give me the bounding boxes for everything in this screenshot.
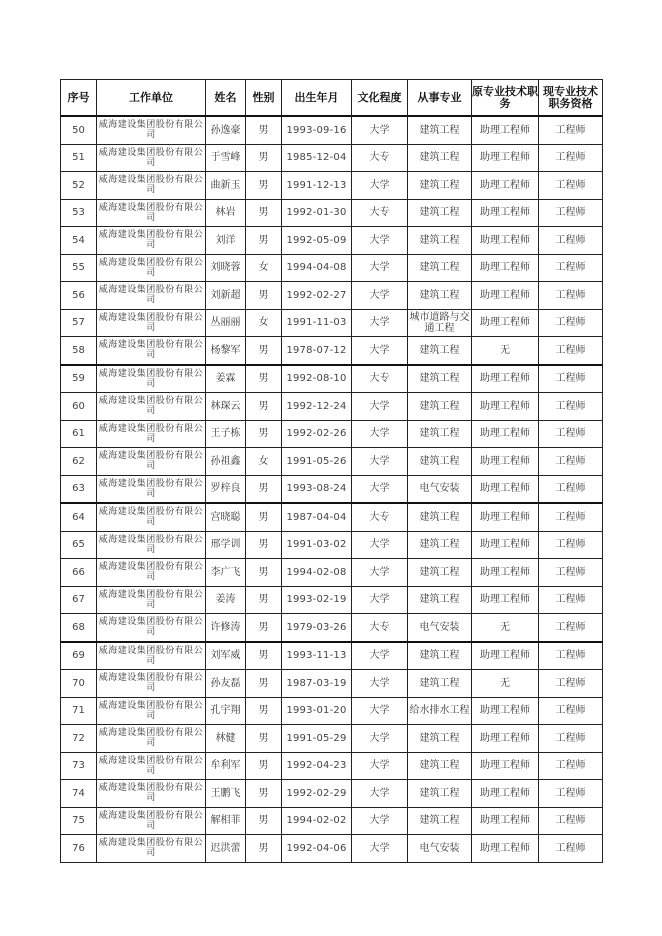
gender-cell: 男 [246,227,282,255]
gender-cell: 男 [246,697,282,725]
education-cell: 大学 [352,642,408,670]
header-original-title: 原专业技术职务 [472,80,539,117]
name-cell: 孔宇翔 [206,697,246,725]
table-body [61,116,603,862]
seq-cell: 76 [61,835,97,863]
unit-cell: 威海建设集团股份有限公司 [97,642,206,670]
original-title-cell: 助理工程师 [472,309,539,337]
seq-cell: 60 [61,393,97,421]
name-cell: 刘洋 [206,227,246,255]
name-cell: 李广飞 [206,559,246,587]
specialty-cell: 建筑工程 [408,807,472,835]
gender-cell: 男 [246,144,282,172]
header-gender: 性别 [246,80,282,117]
gender-cell: 男 [246,116,282,144]
birth-cell: 1993-02-19 [282,586,352,614]
birth-cell: 1987-04-04 [282,503,352,531]
education-cell: 大学 [352,725,408,753]
gender-cell: 男 [246,614,282,642]
gender-cell: 男 [246,642,282,670]
specialty-cell: 建筑工程 [408,116,472,144]
header-birth: 出生年月 [282,80,352,117]
specialty-cell: 建筑工程 [408,199,472,227]
unit-cell: 威海建设集团股份有限公司 [97,116,206,144]
original-title-cell: 助理工程师 [472,420,539,448]
education-cell: 大学 [352,282,408,310]
header-unit: 工作单位 [97,80,206,117]
specialty-cell: 建筑工程 [408,752,472,780]
birth-cell: 1993-11-13 [282,642,352,670]
header-name: 姓名 [206,80,246,117]
name-cell: 曲新玉 [206,172,246,200]
education-cell: 大专 [352,144,408,172]
gender-cell: 男 [246,365,282,393]
seq-cell: 54 [61,227,97,255]
current-title-cell: 工程师 [539,282,603,310]
unit-cell: 威海建设集团股份有限公司 [97,559,206,587]
seq-cell: 53 [61,199,97,227]
education-cell: 大学 [352,309,408,337]
specialty-cell: 城市道路与交通工程 [408,309,472,337]
specialty-cell: 电气安装 [408,614,472,642]
current-title-cell: 工程师 [539,254,603,282]
specialty-cell: 建筑工程 [408,670,472,698]
birth-cell: 1994-02-08 [282,559,352,587]
unit-cell: 威海建设集团股份有限公司 [97,835,206,863]
name-cell: 王子栋 [206,420,246,448]
seq-cell: 72 [61,725,97,753]
current-title-cell: 工程师 [539,670,603,698]
original-title-cell: 助理工程师 [472,282,539,310]
gender-cell: 男 [246,475,282,503]
unit-cell: 威海建设集团股份有限公司 [97,586,206,614]
original-title-cell: 助理工程师 [472,199,539,227]
name-cell: 刘晓蓉 [206,254,246,282]
specialty-cell: 建筑工程 [408,531,472,559]
table-row [61,448,603,476]
unit-cell: 威海建设集团股份有限公司 [97,144,206,172]
name-cell: 邢学训 [206,531,246,559]
education-cell: 大专 [352,503,408,531]
birth-cell: 1991-05-29 [282,725,352,753]
specialty-cell: 给水排水工程 [408,697,472,725]
gender-cell: 男 [246,503,282,531]
table-row [61,503,603,531]
name-cell: 宫晓聪 [206,503,246,531]
header-current-title: 现专业技术职务资格 [539,80,603,117]
name-cell: 许修涛 [206,614,246,642]
unit-cell: 威海建设集团股份有限公司 [97,199,206,227]
gender-cell: 男 [246,780,282,808]
current-title-cell: 工程师 [539,420,603,448]
birth-cell: 1991-05-26 [282,448,352,476]
education-cell: 大学 [352,475,408,503]
table-row [61,309,603,337]
unit-cell: 威海建设集团股份有限公司 [97,752,206,780]
unit-cell: 威海建设集团股份有限公司 [97,670,206,698]
unit-cell: 威海建设集团股份有限公司 [97,448,206,476]
seq-cell: 56 [61,282,97,310]
table-row [61,172,603,200]
table-row [61,559,603,587]
education-cell: 大学 [352,337,408,365]
education-cell: 大学 [352,254,408,282]
specialty-cell: 建筑工程 [408,586,472,614]
current-title-cell: 工程师 [539,144,603,172]
gender-cell: 男 [246,752,282,780]
education-cell: 大学 [352,420,408,448]
seq-cell: 62 [61,448,97,476]
original-title-cell: 助理工程师 [472,393,539,421]
name-cell: 罗梓良 [206,475,246,503]
name-cell: 解相菲 [206,807,246,835]
original-title-cell: 助理工程师 [472,448,539,476]
education-cell: 大专 [352,199,408,227]
current-title-cell: 工程师 [539,559,603,587]
education-cell: 大学 [352,780,408,808]
birth-cell: 1993-01-20 [282,697,352,725]
birth-cell: 1991-11-03 [282,309,352,337]
original-title-cell: 助理工程师 [472,559,539,587]
original-title-cell: 助理工程师 [472,116,539,144]
current-title-cell: 工程师 [539,309,603,337]
gender-cell: 女 [246,254,282,282]
original-title-cell: 助理工程师 [472,697,539,725]
name-cell: 杨黎军 [206,337,246,365]
gender-cell: 女 [246,309,282,337]
birth-cell: 1978-07-12 [282,337,352,365]
name-cell: 林健 [206,725,246,753]
gender-cell: 女 [246,448,282,476]
original-title-cell: 助理工程师 [472,365,539,393]
original-title-cell: 助理工程师 [472,144,539,172]
seq-cell: 70 [61,670,97,698]
table-row [61,365,603,393]
unit-cell: 威海建设集团股份有限公司 [97,420,206,448]
seq-cell: 55 [61,254,97,282]
gender-cell: 男 [246,807,282,835]
seq-cell: 63 [61,475,97,503]
education-cell: 大专 [352,614,408,642]
gender-cell: 男 [246,337,282,365]
seq-cell: 64 [61,503,97,531]
birth-cell: 1992-08-10 [282,365,352,393]
table-header-row [61,80,603,117]
unit-cell: 威海建设集团股份有限公司 [97,254,206,282]
name-cell: 孙逸豪 [206,116,246,144]
birth-cell: 1992-12-24 [282,393,352,421]
original-title-cell: 无 [472,337,539,365]
specialty-cell: 电气安装 [408,835,472,863]
current-title-cell: 工程师 [539,752,603,780]
unit-cell: 威海建设集团股份有限公司 [97,365,206,393]
gender-cell: 男 [246,172,282,200]
original-title-cell: 助理工程师 [472,725,539,753]
name-cell: 姜涛 [206,586,246,614]
original-title-cell: 无 [472,614,539,642]
table-row [61,531,603,559]
unit-cell: 威海建设集团股份有限公司 [97,503,206,531]
specialty-cell: 建筑工程 [408,725,472,753]
original-title-cell: 助理工程师 [472,254,539,282]
current-title-cell: 工程师 [539,448,603,476]
birth-cell: 1979-03-26 [282,614,352,642]
name-cell: 刘军威 [206,642,246,670]
gender-cell: 男 [246,725,282,753]
table-row [61,475,603,503]
gender-cell: 男 [246,282,282,310]
current-title-cell: 工程师 [539,725,603,753]
birth-cell: 1992-02-26 [282,420,352,448]
name-cell: 林琛云 [206,393,246,421]
table-row [61,725,603,753]
current-title-cell: 工程师 [539,199,603,227]
specialty-cell: 建筑工程 [408,254,472,282]
original-title-cell: 助理工程师 [472,227,539,255]
specialty-cell: 建筑工程 [408,282,472,310]
table-row [61,227,603,255]
unit-cell: 威海建设集团股份有限公司 [97,393,206,421]
unit-cell: 威海建设集团股份有限公司 [97,337,206,365]
specialty-cell: 电气安装 [408,475,472,503]
table-row [61,420,603,448]
seq-cell: 71 [61,697,97,725]
table-row [61,393,603,421]
current-title-cell: 工程师 [539,172,603,200]
table-row [61,337,603,365]
education-cell: 大学 [352,835,408,863]
name-cell: 刘新超 [206,282,246,310]
specialty-cell: 建筑工程 [408,365,472,393]
seq-cell: 50 [61,116,97,144]
current-title-cell: 工程师 [539,835,603,863]
current-title-cell: 工程师 [539,807,603,835]
seq-cell: 67 [61,586,97,614]
table-row [61,116,603,144]
unit-cell: 威海建设集团股份有限公司 [97,780,206,808]
name-cell: 姜霖 [206,365,246,393]
table-row [61,282,603,310]
seq-cell: 68 [61,614,97,642]
seq-cell: 57 [61,309,97,337]
original-title-cell: 助理工程师 [472,642,539,670]
unit-cell: 威海建设集团股份有限公司 [97,309,206,337]
specialty-cell: 建筑工程 [408,227,472,255]
current-title-cell: 工程师 [539,503,603,531]
seq-cell: 74 [61,780,97,808]
birth-cell: 1993-08-24 [282,475,352,503]
birth-cell: 1991-12-13 [282,172,352,200]
current-title-cell: 工程师 [539,697,603,725]
specialty-cell: 建筑工程 [408,393,472,421]
current-title-cell: 工程师 [539,393,603,421]
name-cell: 牟利军 [206,752,246,780]
unit-cell: 威海建设集团股份有限公司 [97,697,206,725]
unit-cell: 威海建设集团股份有限公司 [97,475,206,503]
gender-cell: 男 [246,835,282,863]
gender-cell: 男 [246,420,282,448]
table-row [61,614,603,642]
name-cell: 于雪峰 [206,144,246,172]
education-cell: 大学 [352,531,408,559]
gender-cell: 男 [246,531,282,559]
education-cell: 大学 [352,670,408,698]
name-cell: 孙祖鑫 [206,448,246,476]
original-title-cell: 助理工程师 [472,503,539,531]
table-row [61,586,603,614]
original-title-cell: 助理工程师 [472,531,539,559]
current-title-cell: 工程师 [539,614,603,642]
seq-cell: 73 [61,752,97,780]
name-cell: 孙友磊 [206,670,246,698]
birth-cell: 1992-05-09 [282,227,352,255]
birth-cell: 1992-04-23 [282,752,352,780]
header-specialty: 从事专业 [408,80,472,117]
education-cell: 大学 [352,807,408,835]
gender-cell: 男 [246,670,282,698]
current-title-cell: 工程师 [539,586,603,614]
current-title-cell: 工程师 [539,116,603,144]
seq-cell: 66 [61,559,97,587]
table-row [61,752,603,780]
current-title-cell: 工程师 [539,475,603,503]
personnel-table-container [60,79,603,863]
education-cell: 大学 [352,752,408,780]
original-title-cell: 助理工程师 [472,586,539,614]
birth-cell: 1987-03-19 [282,670,352,698]
original-title-cell: 助理工程师 [472,475,539,503]
current-title-cell: 工程师 [539,531,603,559]
current-title-cell: 工程师 [539,642,603,670]
birth-cell: 1994-02-02 [282,807,352,835]
original-title-cell: 助理工程师 [472,807,539,835]
unit-cell: 威海建设集团股份有限公司 [97,172,206,200]
birth-cell: 1993-09-16 [282,116,352,144]
personnel-table [60,79,603,863]
birth-cell: 1992-02-29 [282,780,352,808]
table-row [61,780,603,808]
birth-cell: 1991-03-02 [282,531,352,559]
table-row [61,642,603,670]
seq-cell: 52 [61,172,97,200]
specialty-cell: 建筑工程 [408,337,472,365]
table-row [61,697,603,725]
birth-cell: 1992-02-27 [282,282,352,310]
original-title-cell: 助理工程师 [472,172,539,200]
education-cell: 大学 [352,172,408,200]
table-row [61,144,603,172]
current-title-cell: 工程师 [539,780,603,808]
education-cell: 大学 [352,448,408,476]
table-row [61,199,603,227]
specialty-cell: 建筑工程 [408,559,472,587]
specialty-cell: 建筑工程 [408,420,472,448]
seq-cell: 58 [61,337,97,365]
name-cell: 王鹏飞 [206,780,246,808]
education-cell: 大学 [352,697,408,725]
seq-cell: 69 [61,642,97,670]
gender-cell: 男 [246,199,282,227]
specialty-cell: 建筑工程 [408,448,472,476]
education-cell: 大学 [352,116,408,144]
seq-cell: 65 [61,531,97,559]
unit-cell: 威海建设集团股份有限公司 [97,531,206,559]
birth-cell: 1985-12-04 [282,144,352,172]
name-cell: 丛丽丽 [206,309,246,337]
specialty-cell: 建筑工程 [408,642,472,670]
table-row [61,254,603,282]
specialty-cell: 建筑工程 [408,780,472,808]
unit-cell: 威海建设集团股份有限公司 [97,227,206,255]
current-title-cell: 工程师 [539,365,603,393]
original-title-cell: 助理工程师 [472,835,539,863]
original-title-cell: 助理工程师 [472,780,539,808]
current-title-cell: 工程师 [539,227,603,255]
table-row [61,807,603,835]
name-cell: 迟洪蕾 [206,835,246,863]
unit-cell: 威海建设集团股份有限公司 [97,725,206,753]
education-cell: 大学 [352,227,408,255]
education-cell: 大学 [352,586,408,614]
table-row [61,835,603,863]
seq-cell: 61 [61,420,97,448]
unit-cell: 威海建设集团股份有限公司 [97,614,206,642]
table-row [61,670,603,698]
seq-cell: 51 [61,144,97,172]
birth-cell: 1992-01-30 [282,199,352,227]
birth-cell: 1992-04-06 [282,835,352,863]
gender-cell: 男 [246,586,282,614]
unit-cell: 威海建设集团股份有限公司 [97,282,206,310]
seq-cell: 59 [61,365,97,393]
original-title-cell: 无 [472,670,539,698]
original-title-cell: 助理工程师 [472,752,539,780]
education-cell: 大专 [352,365,408,393]
gender-cell: 男 [246,393,282,421]
gender-cell: 男 [246,559,282,587]
specialty-cell: 建筑工程 [408,144,472,172]
specialty-cell: 建筑工程 [408,172,472,200]
unit-cell: 威海建设集团股份有限公司 [97,807,206,835]
name-cell: 林岩 [206,199,246,227]
birth-cell: 1994-04-08 [282,254,352,282]
specialty-cell: 建筑工程 [408,503,472,531]
header-education: 文化程度 [352,80,408,117]
seq-cell: 75 [61,807,97,835]
header-seq: 序号 [61,80,97,117]
education-cell: 大学 [352,559,408,587]
current-title-cell: 工程师 [539,337,603,365]
education-cell: 大学 [352,393,408,421]
